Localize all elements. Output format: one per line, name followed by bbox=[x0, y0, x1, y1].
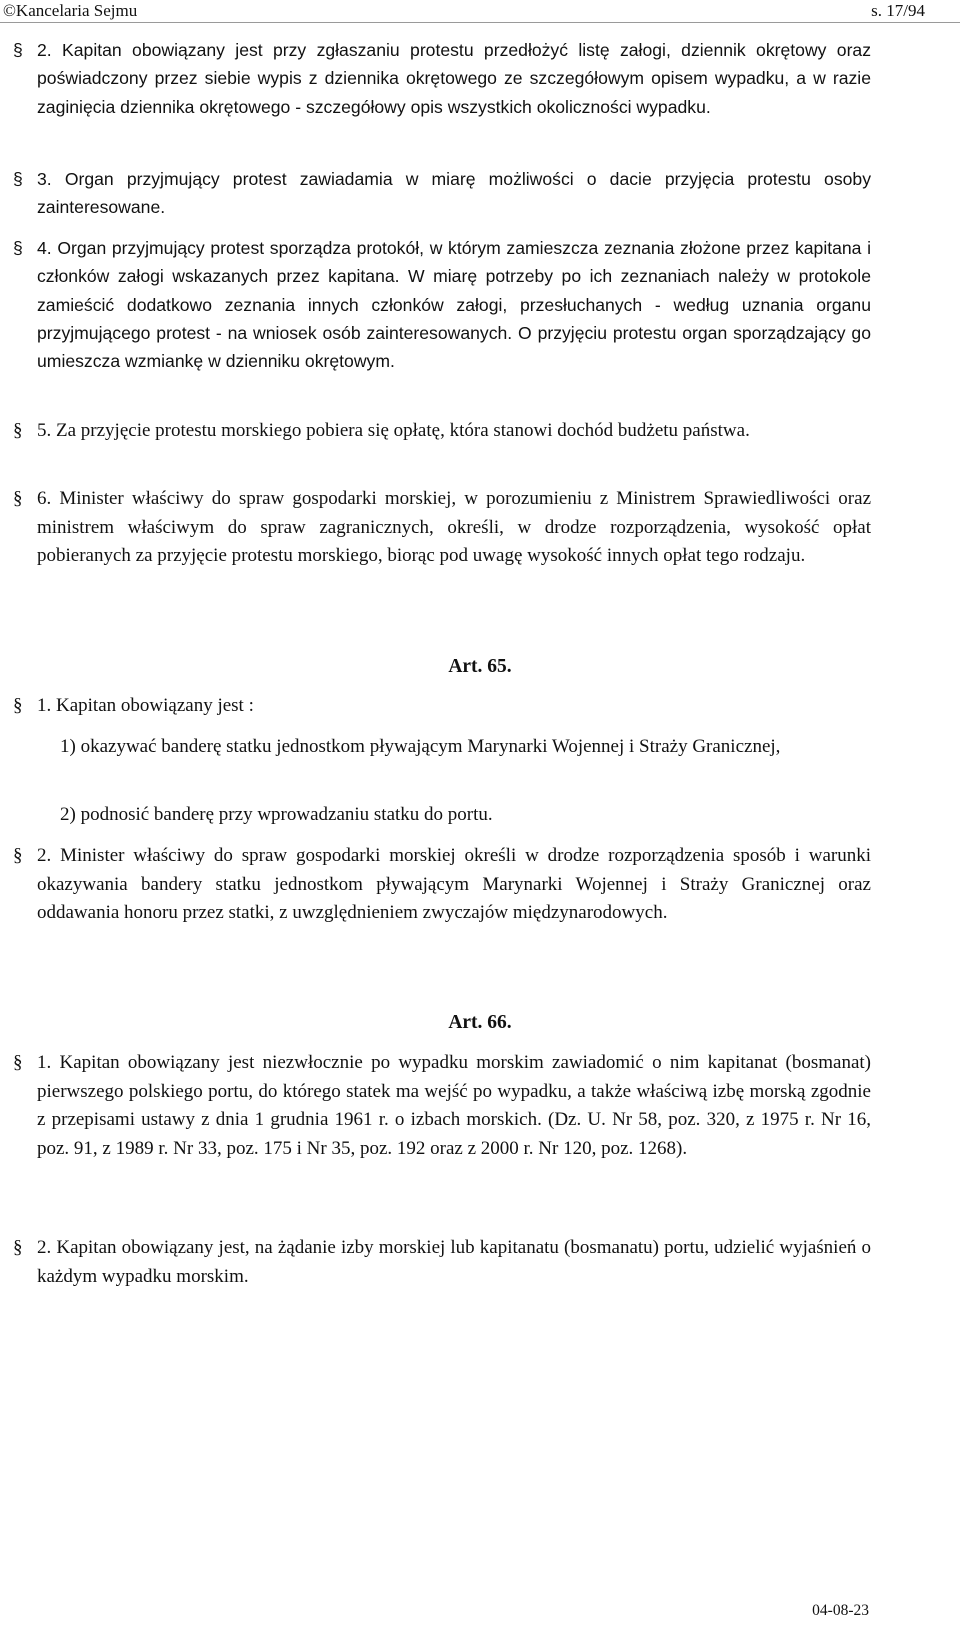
item-text: 2) podnosić banderę przy wprowadzaniu statku do portu. bbox=[60, 804, 493, 825]
paragraph-text bbox=[37, 417, 871, 446]
section-symbol: § bbox=[13, 40, 23, 60]
section-symbol: § bbox=[13, 695, 23, 716]
paragraph-body: Kapitan obowiązany jest niezwłocznie po wypadku morskim zawiadomić o nim kapitanat (bosmanat) pierwszego polskiego portu, do którego statek ma wejść po wypadku, a także właściwą izbę morską zgodnie z przepisami ustawy z dnia 1 grudnia 1961 r. o izbach morskich. (Dz. U. Nr 58, poz. 320, z 1975 r. Nr 16, poz. 91, z 1989 r. Nr 33, poz. 175 i Nr 35, poz. 192 oraz z 2000 r. Nr 120, poz. 1268). bbox=[37, 1052, 871, 1159]
section-symbol: § bbox=[13, 1237, 23, 1258]
paragraph-text bbox=[37, 485, 871, 571]
paragraph-body: Kapitan obowiązany jest przy zgłaszaniu protestu przedłożyć listę załogi, dziennik okrętowy oraz poświadczony przez siebie wypis z dziennika okrętowego ze szczegółowym opisem wypadku, a w razie zaginięcia dziennika okrętowego - szczegółowy opis wszystkich okoliczności wypadku. bbox=[37, 40, 872, 117]
paragraph-body: Organ przyjmujący protest sporządza protokół, w którym zamieszcza zeznania złożone przez kapitana i członków załogi wskazanych przez kapitana. W miarę potrzeby po ich zeznaniach należy w protokole zamieścić dodatkowo zeznania innych członków załogi, przesłuchanych - według uznania organu przyjmującego protest - na wniosek osób zainteresowanych. O przyjęciu protestu organ sporządzający go umieszcza wzmiankę w dzienniku okrętowym. bbox=[37, 238, 872, 372]
copyright-label: ©Kancelaria Sejmu bbox=[3, 1, 138, 20]
section-symbol: § bbox=[13, 169, 23, 189]
article-title-65: Art. 65. bbox=[448, 656, 512, 677]
footer-date: 04-08-23 bbox=[812, 1602, 869, 1619]
paragraph-text bbox=[37, 165, 871, 222]
paragraph-text bbox=[37, 842, 871, 928]
paragraph-number: 2. bbox=[37, 1237, 52, 1258]
paragraph-body: Kapitan obowiązany jest, na żądanie izby morskiej lub kapitanatu (bosmanatu) portu, udzielić wyjaśnień o każdym wypadku morskim. bbox=[37, 1237, 871, 1287]
page-header bbox=[0, 0, 960, 23]
section-symbol: § bbox=[13, 1052, 23, 1073]
section-symbol: § bbox=[13, 845, 23, 866]
section-symbol: § bbox=[13, 488, 23, 509]
article-title-66: Art. 66. bbox=[448, 1012, 512, 1033]
paragraph-number: 4. bbox=[37, 238, 52, 258]
page-number: s. 17/94 bbox=[871, 1, 925, 20]
paragraph-text bbox=[37, 234, 871, 375]
paragraph-number: 1. bbox=[37, 695, 52, 716]
paragraph-body: Kapitan obowiązany jest : bbox=[56, 695, 254, 716]
paragraph-number: 2. bbox=[37, 40, 52, 60]
item-text: 1) okazywać banderę statku jednostkom pływającym Marynarki Wojennej i Straży Granicznej, bbox=[60, 736, 781, 757]
paragraph-number: 3. bbox=[37, 169, 52, 189]
paragraph-text bbox=[37, 692, 871, 721]
paragraph-text bbox=[37, 36, 871, 121]
paragraph-number: 1. bbox=[37, 1052, 52, 1073]
section-symbol: § bbox=[13, 238, 23, 258]
paragraph-number: 2. bbox=[37, 845, 52, 866]
paragraph-body: Organ przyjmujący protest zawiadamia w miarę możliwości o dacie przyjęcia protestu osoby zainteresowane. bbox=[37, 169, 872, 218]
paragraph-body: Za przyjęcie protestu morskiego pobiera się opłatę, która stanowi dochód budżetu państwa. bbox=[56, 420, 750, 441]
section-symbol: § bbox=[13, 420, 23, 441]
paragraph-text bbox=[37, 1234, 871, 1291]
paragraph-number: 6. bbox=[37, 488, 52, 509]
paragraph-number: 5. bbox=[37, 420, 52, 441]
paragraph-body: Minister właściwy do spraw gospodarki morskiej, w porozumieniu z Ministrem Sprawiedliwości oraz ministrem właściwym do spraw zagranicznych, określi, w drodze rozporządzenia, wysokość opłat pobieranych za przyjęcie protestu morskiego, biorąc pod uwagę wysokość innych opłat tego rodzaju. bbox=[37, 488, 872, 566]
paragraph-text bbox=[37, 1049, 871, 1163]
paragraph-body: Minister właściwy do spraw gospodarki morskiej określi w drodze rozporządzenia sposób i warunki okazywania bandery statku jednostkom pływającym Marynarki Wojennej i Straży Granicznej oraz oddawania honoru przez statki, z uwzględnieniem zwyczajów międzynarodowych. bbox=[37, 845, 872, 923]
